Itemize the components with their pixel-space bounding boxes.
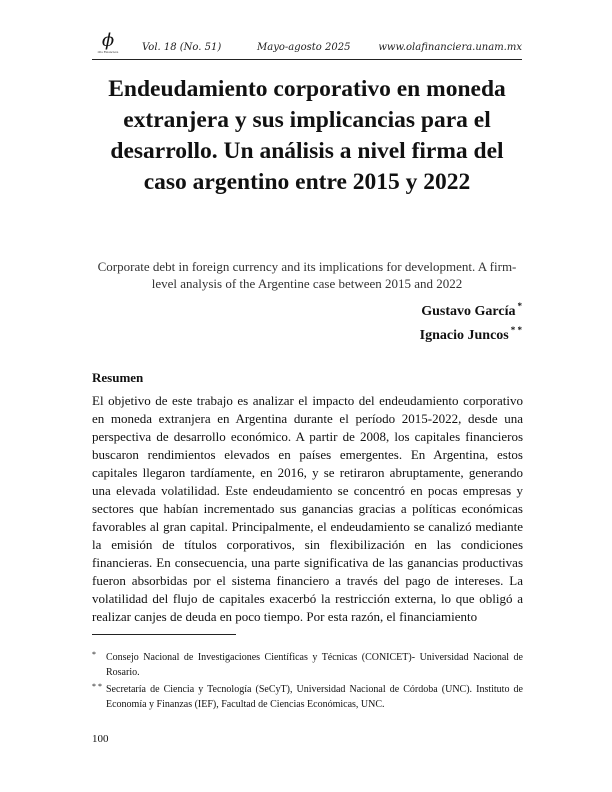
running-header (92, 30, 522, 60)
article-title: Endeudamiento corporativo en moneda extranjera y sus implicancias para el desarrollo. Un análisis a nivel firma del caso argentino entre 2015 y 2022 (108, 76, 506, 195)
footnote-divider (92, 634, 236, 635)
author-1 (420, 297, 522, 321)
issue-date: Mayo-agosto 2025 (257, 42, 351, 53)
footnote-1 (92, 650, 523, 680)
author-name: Ignacio Juncos (419, 328, 509, 343)
page-number: 100 (92, 733, 109, 745)
footnote-marker: * * (510, 325, 522, 335)
footnote-text: Secretaría de Ciencia y Tecnología (SeCyT), Universidad Nacional de Córdoba (UNC). Instituto de Economía y Finanzas (IEF), Facultad de Ciencias Económicas, UNC. (106, 684, 523, 710)
phi-logo-icon: ϕ (101, 30, 115, 51)
journal-logo (92, 32, 124, 58)
journal-url: www.olafinanciera.unam.mx (378, 42, 522, 53)
abstract-body: El objetivo de este trabajo es analizar el impacto del endeudamiento corporativo en moneda extranjera en Argentina durante el período 2015-2022, desde una perspectiva de desarrollo económico. A partir de 2008, los capitales financieros buscaron rendimientos elevados en países emergentes. En Argentina, estos capitales llegaron tardíamente, en 2016, y se retiraron abruptamente, generando una elevada volatilidad. Este endeudamiento se concentró en pocas empresas y sectores que habían incrementado sus ganancias gracias a políticas económicas favorables al gran capital. Principalmente, el endeudamiento se canalizó mediante la emisión de títulos corporativos, sin flexibilización en las condiciones financieras. En consecuencia, una parte significativa de las ganancias productivas fueron absorbidas por el sistema financiero a través del pago de intereses. La volatilidad del flujo de capitales exacerbó la restricción externa, lo que obligó a realizar canjes de deuda en poco tiempo. Por esta razón, el financiamiento (92, 393, 523, 624)
english-title: Corporate debt in foreign currency and its implications for development. A firm-level analysis of the Argentine case between 2015 and 2022 (97, 259, 517, 291)
abstract-heading: Resumen (92, 370, 144, 385)
footnote-mark: * (92, 650, 96, 659)
author-list (420, 297, 522, 345)
author-2 (420, 321, 522, 345)
footnote-2 (92, 682, 523, 712)
footnote-mark: * * (92, 682, 102, 691)
volume-label: Vol. 18 (No. 51) (142, 42, 222, 53)
author-name: Gustavo García (421, 304, 516, 319)
footnote-marker: * (517, 301, 522, 311)
footnote-text: Consejo Nacional de Investigaciones Científicas y Técnicas (CONICET)- Universidad Nacional de Rosario. (106, 652, 523, 678)
logo-caption: Ola Financiera (97, 50, 119, 54)
